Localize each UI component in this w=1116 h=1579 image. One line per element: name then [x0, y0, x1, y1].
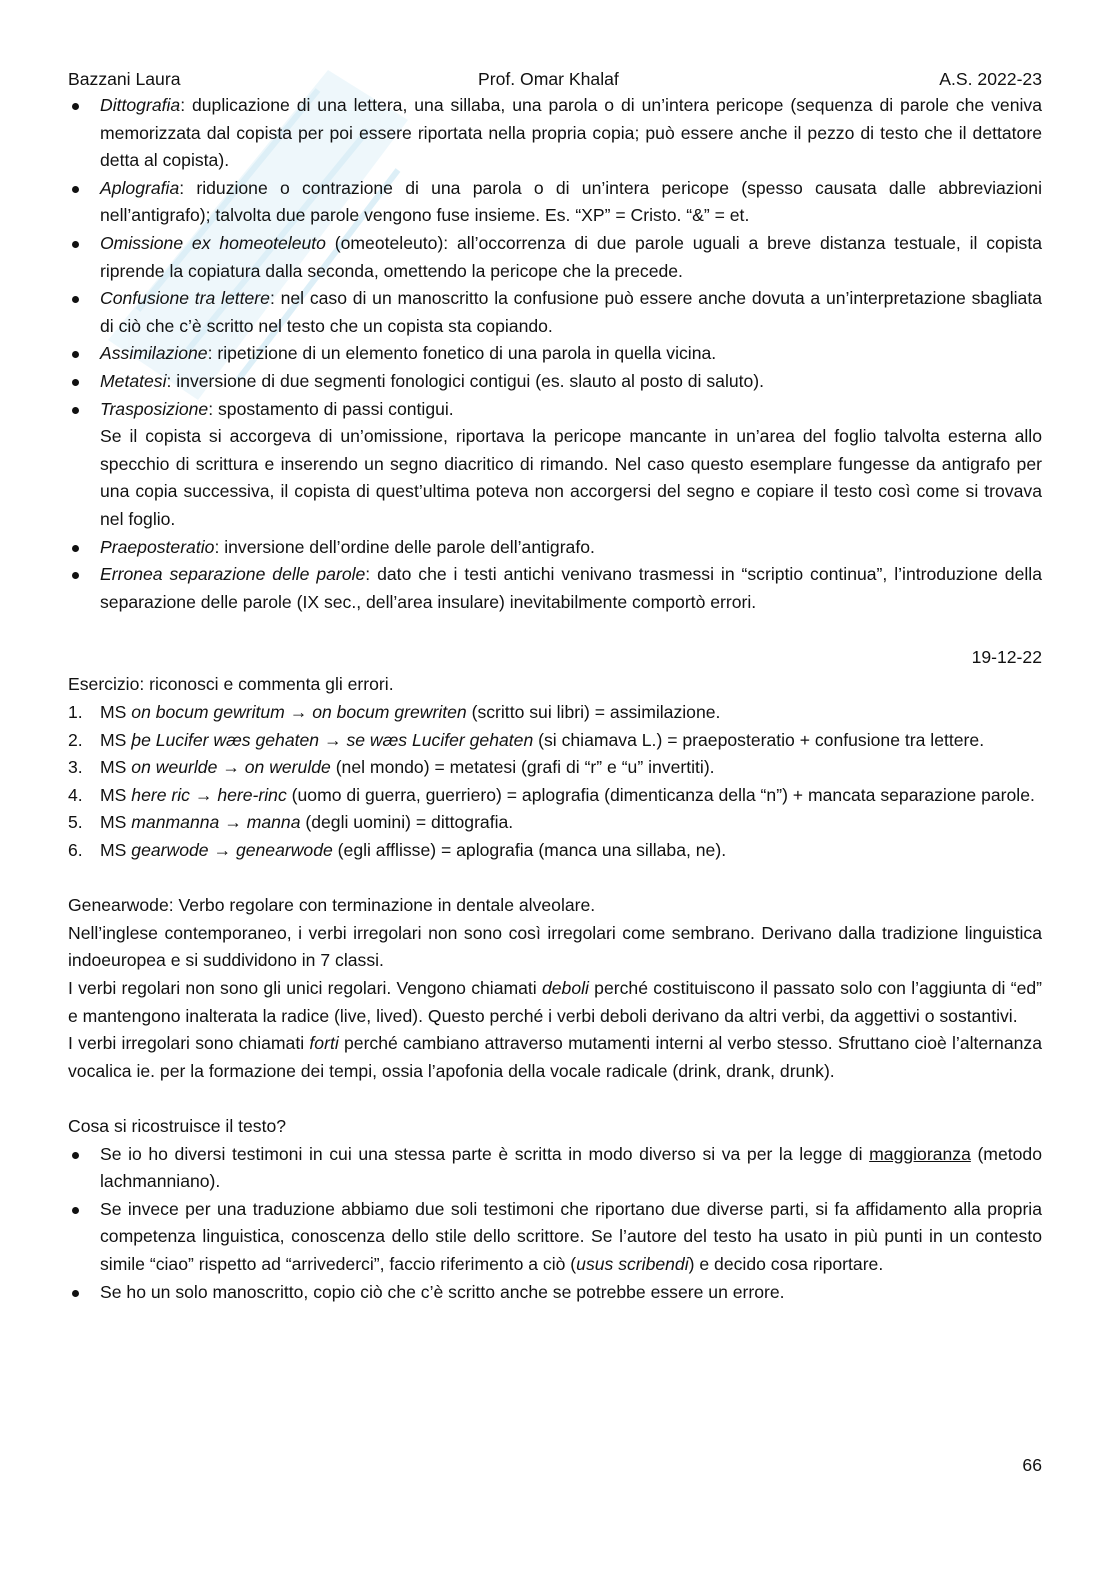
strong-verbs-paragraph [68, 1030, 1042, 1085]
corrected-form: here-rinc [217, 784, 287, 805]
definition: : inversione di due segmenti fonologici contigui (es. slauto al posto di saluto). [166, 370, 765, 391]
term: Omissione ex homeoteleuto [100, 232, 326, 253]
ms-label: MS [100, 784, 132, 805]
verbs-intro: Genearwode: Verbo regolare con terminazione in dentale alveolare. [68, 895, 596, 916]
comment: (si chiamava L.) = praeposteratio + confusione tra lettere. [533, 729, 985, 750]
definition: : riduzione o contrazione di una parola o di un’intera pericope (spesso causata dalle abbreviazioni nell’antigrafo); talvolta due parole vengono fuse insieme. Es. “XP” = Cristo. “&” = et. [100, 177, 1042, 226]
definition: : duplicazione di una lettera, una sillaba, una parola o di un’intera pericope (sequenza di parole che veniva memorizzata dal copista per poi essere riportata nella propria copia; può essere anche il pezzo di testo che il dettatore detta al copista). [100, 95, 1042, 171]
ms-form: on weurlde [131, 757, 218, 778]
ms-form: þe Lucifer wæs gehaten [131, 729, 320, 750]
ms-form: gearwode [131, 840, 209, 861]
ms-form: here ric [131, 784, 190, 805]
item-number: 6. [68, 840, 83, 861]
list-item [68, 727, 1042, 755]
verbs-paragraph: Nell’inglese contemporaneo, i verbi irregolari non sono così irregolari come sembrano. Derivano dalla tradizione linguistica indoeuropea e si suddividono in 7 classi. [68, 922, 1042, 971]
lesson-date: 19-12-22 [971, 646, 1042, 667]
reconstruction-list [68, 1141, 1042, 1307]
corrected-form: se wæs Lucifer gehaten [346, 729, 534, 750]
definition: : nel caso di un manoscritto la confusione può essere anche dovuta a un’interpretazione sbagliata di ciò che c’è scritto nel testo che un copista sta copiando. [100, 288, 1043, 336]
text: Se invece per una traduzione abbiamo due soli testimoni che riportano due diverse parti, si fa affidamento alla propria competenza linguistica, conoscenza dello stile dello scrittore. Se l’autore del testo ha usato in più punti in un contesto simile “ciao” rispetto ad “arrivederci”, faccio riferimento a ciò ( [100, 1198, 1042, 1274]
error-types-list-continued [68, 534, 1042, 617]
header-professor: Prof. Omar Khalaf [478, 69, 619, 89]
text: I verbi regolari non sono gli unici regolari. Vengono chiamati [68, 978, 542, 998]
definition: : dato che i testi antichi venivano trasmessi in “scriptio continua”, l’introduzione della separazione delle parole (IX sec., dell’area insulare) inevitabilmente comportò errori. [100, 564, 1042, 612]
trasposizione-note: Se il copista si accorgeva di un’omissione, riportava la pericope mancante in un’area del foglio talvolta esterna allo specchio di scrittura e inserendo un segno diacritico di rimando. Nel caso questo esemplare fungesse da antigrafo per una copia successiva, il copista di quest’ultima poteva non accorgersi del segno e copiare il testo così come si trovava nel foglio. [100, 426, 1042, 529]
term: Assimilazione [100, 343, 208, 364]
list-item [68, 396, 1042, 424]
corrected-form: manna [246, 812, 301, 833]
term: Aplografia [100, 177, 180, 198]
list-item [68, 754, 1042, 782]
list-item [68, 368, 1042, 396]
ms-label: MS [100, 702, 132, 723]
arrow-right-icon: → [222, 757, 240, 778]
page-header [68, 66, 1042, 94]
term: deboli [541, 978, 589, 998]
ms-form: manmanna [131, 812, 220, 833]
list-item [68, 1141, 1042, 1196]
list-item [68, 175, 1042, 230]
item-number: 5. [68, 812, 83, 833]
header-author: Bazzani Laura [68, 69, 181, 89]
definition: (omeoteleuto): all’occorrenza di due parole uguali a breve distanza testuale, il copista riprende la copiatura dalla seconda, omettendo la pericope che la precede. [100, 232, 1042, 281]
comment: (degli uomini) = dittografia. [300, 812, 514, 833]
weak-verbs-paragraph [68, 975, 1042, 1030]
reconstruction-question: Cosa si ricostruisce il testo? [68, 1115, 287, 1136]
list-item [68, 340, 1042, 368]
comment: (egli afflisse) = aplografia (manca una sillaba, ne). [332, 840, 727, 861]
list-item [68, 1279, 1042, 1307]
term: Dittografia [100, 95, 181, 115]
ms-label: MS [100, 840, 132, 861]
arrow-right-icon: → [213, 840, 232, 861]
corrected-form: on bocum grewriten [312, 702, 467, 723]
underlined-term: maggioranza [869, 1143, 971, 1164]
exercise-title: Esercizio: riconosci e commenta gli errori. [68, 674, 394, 695]
text: Se ho un solo manoscritto, copio ciò che c’è scritto anche se potrebbe essere un errore. [100, 1281, 785, 1302]
list-item [68, 809, 1042, 837]
comment: (scritto sui libri) = assimilazione. [466, 702, 721, 723]
term: usus scribendi [576, 1253, 689, 1274]
definition: : spostamento di passi contigui. [208, 398, 454, 419]
term: Metatesi [100, 370, 167, 391]
item-number: 3. [68, 757, 83, 778]
list-item [68, 92, 1042, 175]
ms-form: on bocum gewritum [131, 702, 285, 723]
comment: (uomo di guerra, guerriero) = aplografia (dimenticanza della “n”) + mancata separazione parole. [286, 784, 1035, 805]
corrected-form: on werulde [244, 757, 331, 778]
item-number: 4. [68, 784, 83, 805]
ms-label: MS [100, 757, 132, 778]
page-number: 66 [1022, 1455, 1042, 1475]
text: perché costituiscono il passato solo con l’aggiunta di “ed” e mantengono inalterata la radice (live, lived). Questo perché i verbi deboli derivano da altri verbi, da aggettivi o sostantivi. [68, 978, 1042, 1026]
list-item [68, 699, 1042, 727]
item-number: 2. [68, 729, 83, 750]
list-item [68, 837, 1042, 865]
list-item [68, 534, 1042, 562]
arrow-right-icon: → [224, 812, 242, 833]
list-item [68, 1196, 1042, 1279]
ms-label: MS [100, 729, 132, 750]
text: ) e decido cosa riportare. [688, 1253, 884, 1274]
arrow-right-icon: → [289, 702, 308, 723]
definition: : ripetizione di un elemento fonetico di una parola in quella vicina. [207, 343, 717, 364]
error-types-list [68, 92, 1042, 423]
exercise-list [68, 699, 1042, 865]
list-item [68, 230, 1042, 285]
comment: (nel mondo) = metatesi (grafi di “r” e “u” invertiti). [330, 757, 715, 778]
list-item [68, 561, 1042, 616]
document-page [68, 0, 1042, 1579]
text: (metodo lachmanniano). [100, 1143, 1042, 1192]
page-content [68, 92, 1042, 1306]
arrow-right-icon: → [323, 729, 342, 750]
corrected-form: genearwode [235, 840, 333, 861]
text: perché cambiano attraverso mutamenti interni al verbo stesso. Sfruttano cioè l’alternanza vocalica ie. per la formazione dei tempi, ossia l’apofonia della vocale radicale (drink, drank, drunk). [68, 1033, 1042, 1081]
text: I verbi irregolari sono chiamati [68, 1033, 310, 1054]
list-item [68, 285, 1042, 340]
definition: : inversione dell’ordine delle parole dell’antigrafo. [214, 536, 595, 557]
header-academic-year: A.S. 2022-23 [939, 69, 1042, 89]
arrow-right-icon: → [194, 784, 213, 805]
term: forti [309, 1033, 339, 1054]
item-number: 1. [68, 702, 83, 723]
list-item [68, 782, 1042, 810]
term: Trasposizione [100, 398, 209, 419]
ms-label: MS [100, 812, 132, 833]
term: Erronea separazione delle parole [100, 564, 366, 585]
text: Se io ho diversi testimoni in cui una stessa parte è scritta in modo diverso si va per la legge di [100, 1143, 870, 1164]
term: Praeposteratio [100, 536, 215, 557]
term: Confusione tra lettere [100, 288, 270, 309]
